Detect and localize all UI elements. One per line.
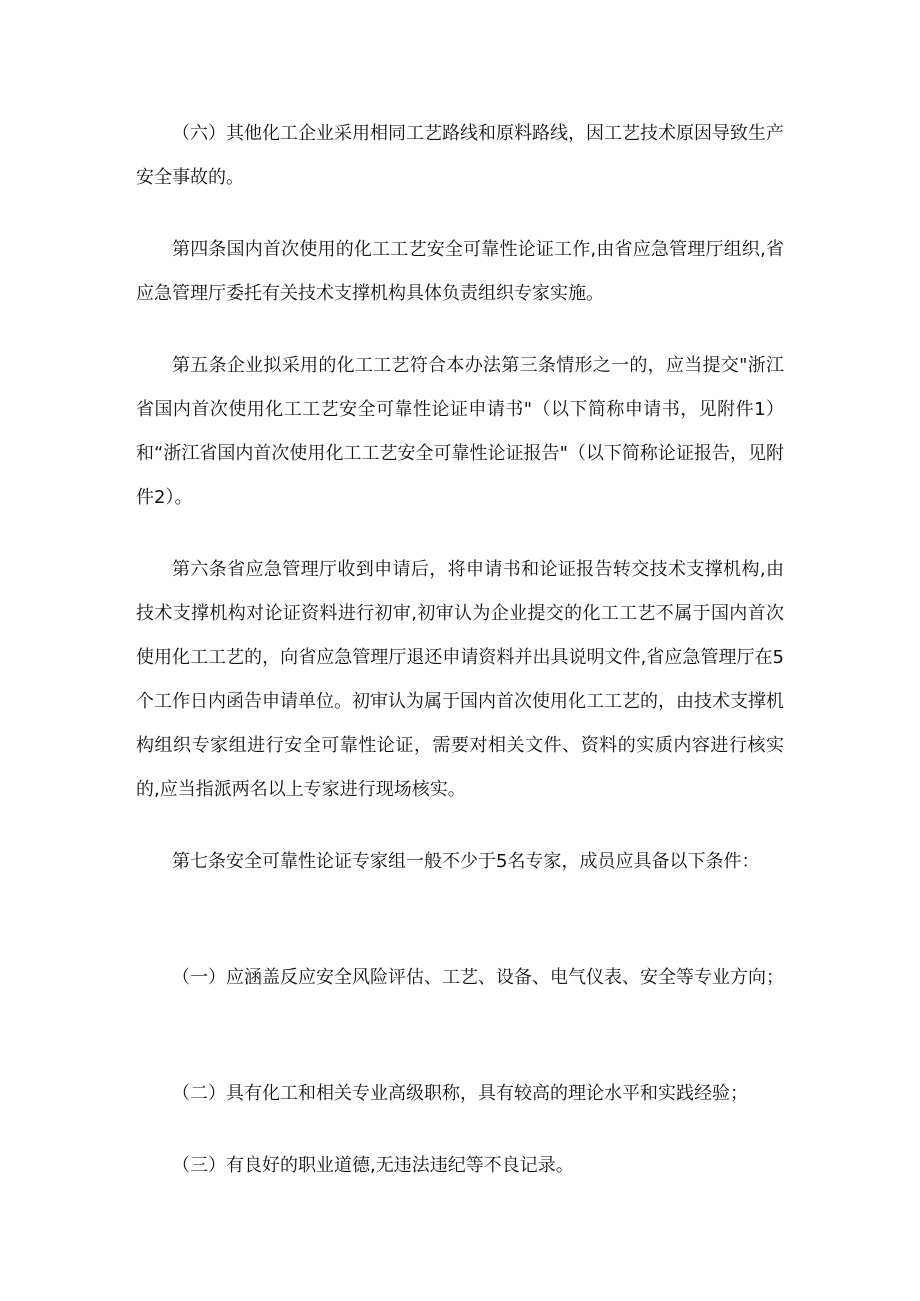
paragraph-condition-1: （一）应涵盖反应安全风险评估、工艺、设备、电气仪表、安全等专业方向；: [172, 967, 784, 988]
paragraph-item-6-accident: （六）其他化工企业采用相同工艺路线和原料路线，因工艺技术原因导致生产安全事故的。: [136, 123, 784, 188]
paragraph-article-4: 第四条国内首次使用的化工工艺安全可靠性论证工作,由省应急管理厅组织,省应急管理厅委托有关技术支撑机构具体负责组织专家实施。: [136, 239, 784, 304]
paragraph-condition-2: （二）具有化工和相关专业高级职称，具有较高的理论水平和实践经验；: [172, 1083, 748, 1104]
paragraph-condition-3: （三）有良好的职业道德,无违法违纪等不良记录。: [172, 1155, 574, 1176]
paragraph-article-7: 第七条安全可靠性论证专家组一般不少于5名专家，成员应具备以下条件：: [172, 851, 760, 872]
paragraph-article-6: 第六条省应急管理厅收到申请后，将申请书和论证报告转交技术支撑机构,由技术支撑机构对论证资料进行初审,初审认为企业提交的化工工艺不属于国内首次使用化工工艺的，向省应急管理厅退还申请资料并出具说明文件,省应急管理厅在5个工作日内函告申请单位。初审认为属于国内首次使用化工工艺的，由技术支撑机构组织专家组进行安全可靠性论证，需要对相关文件、资料的实质内容进行核实的,应当指派两名以上专家进行现场核实。: [136, 559, 784, 800]
paragraph-article-5: 第五条企业拟采用的化工工艺符合本办法第三条情形之一的，应当提交"浙江省国内首次使用化工工艺安全可靠性论证申请书"（以下简称申请书，见附件1）和“浙江省国内首次使用化工工艺安全可靠性论证报告"（以下简称论证报告，见附件2）。: [136, 355, 784, 508]
